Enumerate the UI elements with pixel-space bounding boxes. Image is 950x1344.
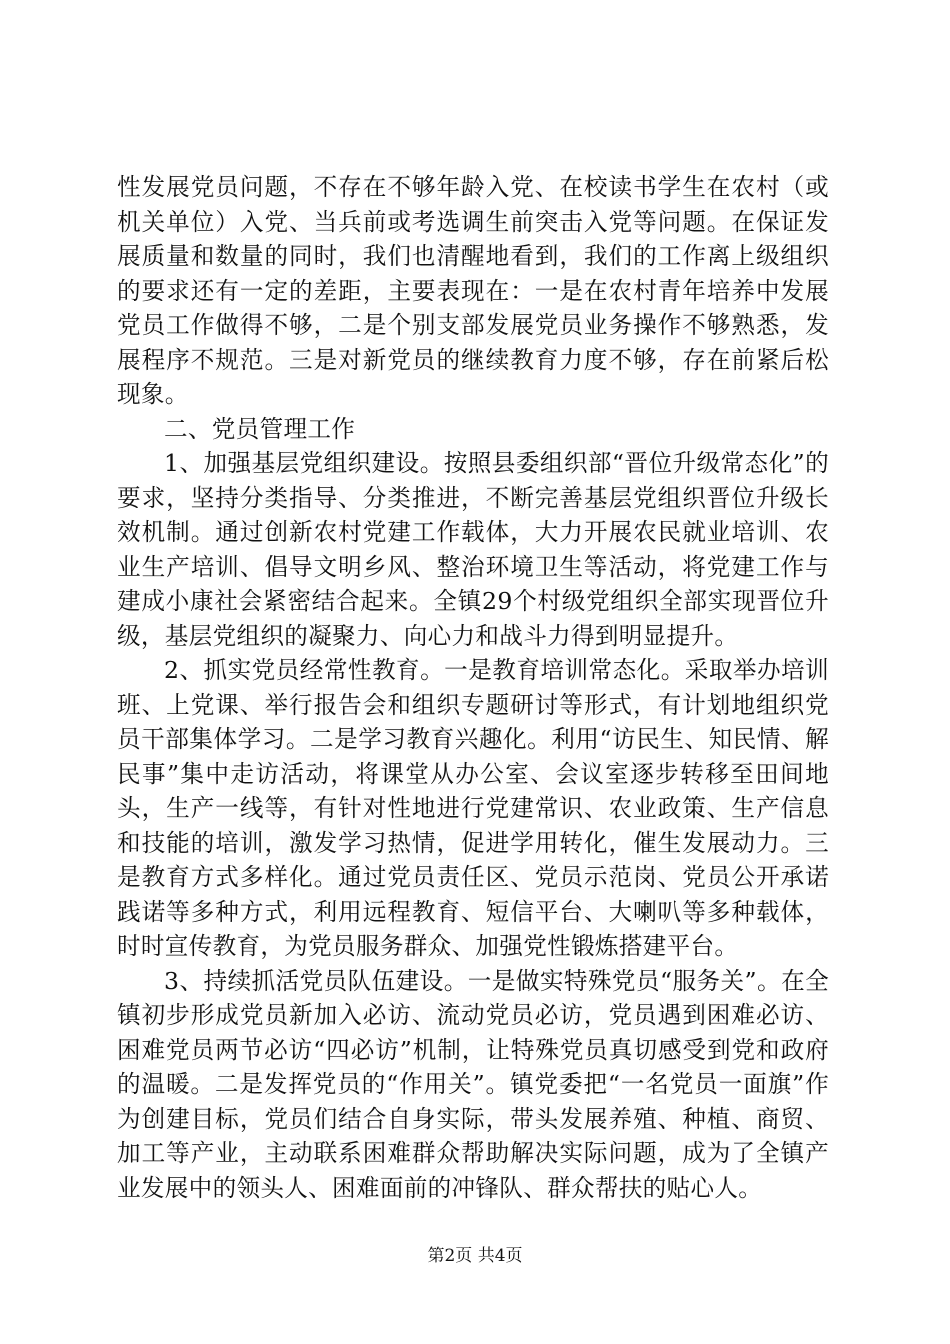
paragraph-team-building: 3、持续抓活党员队伍建设。一是做实特殊党员“服务关”。在全镇初步形成党员新加入必访、流动党员必访，党员遇到困难必访、困难党员两节必访“四必访”机制，让特殊党员真切感受到党和政府的温暖。二是发挥党员的“作用关”。镇党委把“一名党员一面旗”作为创建目标，党员们结合自身实际，带头发展养殖、种植、商贸、加工等产业，主动联系困难群众帮助解决实际问题，成为了全镇产业发展中的领头人、困难面前的冲锋队、群众帮扶的贴心人。: [117, 966, 829, 1202]
page-number-footer: 第2页 共4页: [427, 1246, 523, 1266]
paragraph-continuation: 性发展党员问题，不存在不够年龄入党、在校读书学生在农村（或机关单位）入党、当兵前或考选调生前突击入党等问题。在保证发展质量和数量的同时，我们也清醒地看到，我们的工作离上级组织的要求还有一定的差距，主要表现在：一是在农村青年培养中发展党员工作做得不够，二是个别支部发展党员业务操作不够熟悉，发展程序不规范。三是对新党员的继续教育力度不够，存在前紧后松现象。: [117, 173, 829, 408]
document-body: [117, 170, 829, 1205]
paragraph-regular-education: 2、抓实党员经常性教育。一是教育培训常态化。采取举办培训班、上党课、举行报告会和组织专题研讨等形式，有计划地组织党员干部集体学习。二是学习教育兴趣化。利用“访民生、知民情、解民事”集中走访活动，将课堂从办公室、会议室逐步转移至田间地头，生产一线等，有针对性地进行党建常识、农业政策、生产信息和技能的培训，激发学习热情，促进学用转化，催生发展动力。三是教育方式多样化。通过党员责任区、党员示范岗、党员公开承诺践诺等多种方式，利用远程教育、短信平台、大喇叭等多种载体，时时宣传教育，为党员服务群众、加强党性锻炼搭建平台。: [117, 656, 829, 960]
paragraph-grassroots-organization: 1、加强基层党组织建设。按照县委组织部“晋位升级常态化”的要求，坚持分类指导、分类推进，不断完善基层党组织晋位升级长效机制。通过创新农村党建工作载体，大力开展农民就业培训、农业生产培训、倡导文明乡风、整治环境卫生等活动，将党建工作与建成小康社会紧密结合起来。全镇29个村级党组织全部实现晋位升级，基层党组织的凝聚力、向心力和战斗力得到明显提升。: [117, 449, 829, 650]
section-heading-party-member-management: 二、党员管理工作: [164, 414, 356, 443]
